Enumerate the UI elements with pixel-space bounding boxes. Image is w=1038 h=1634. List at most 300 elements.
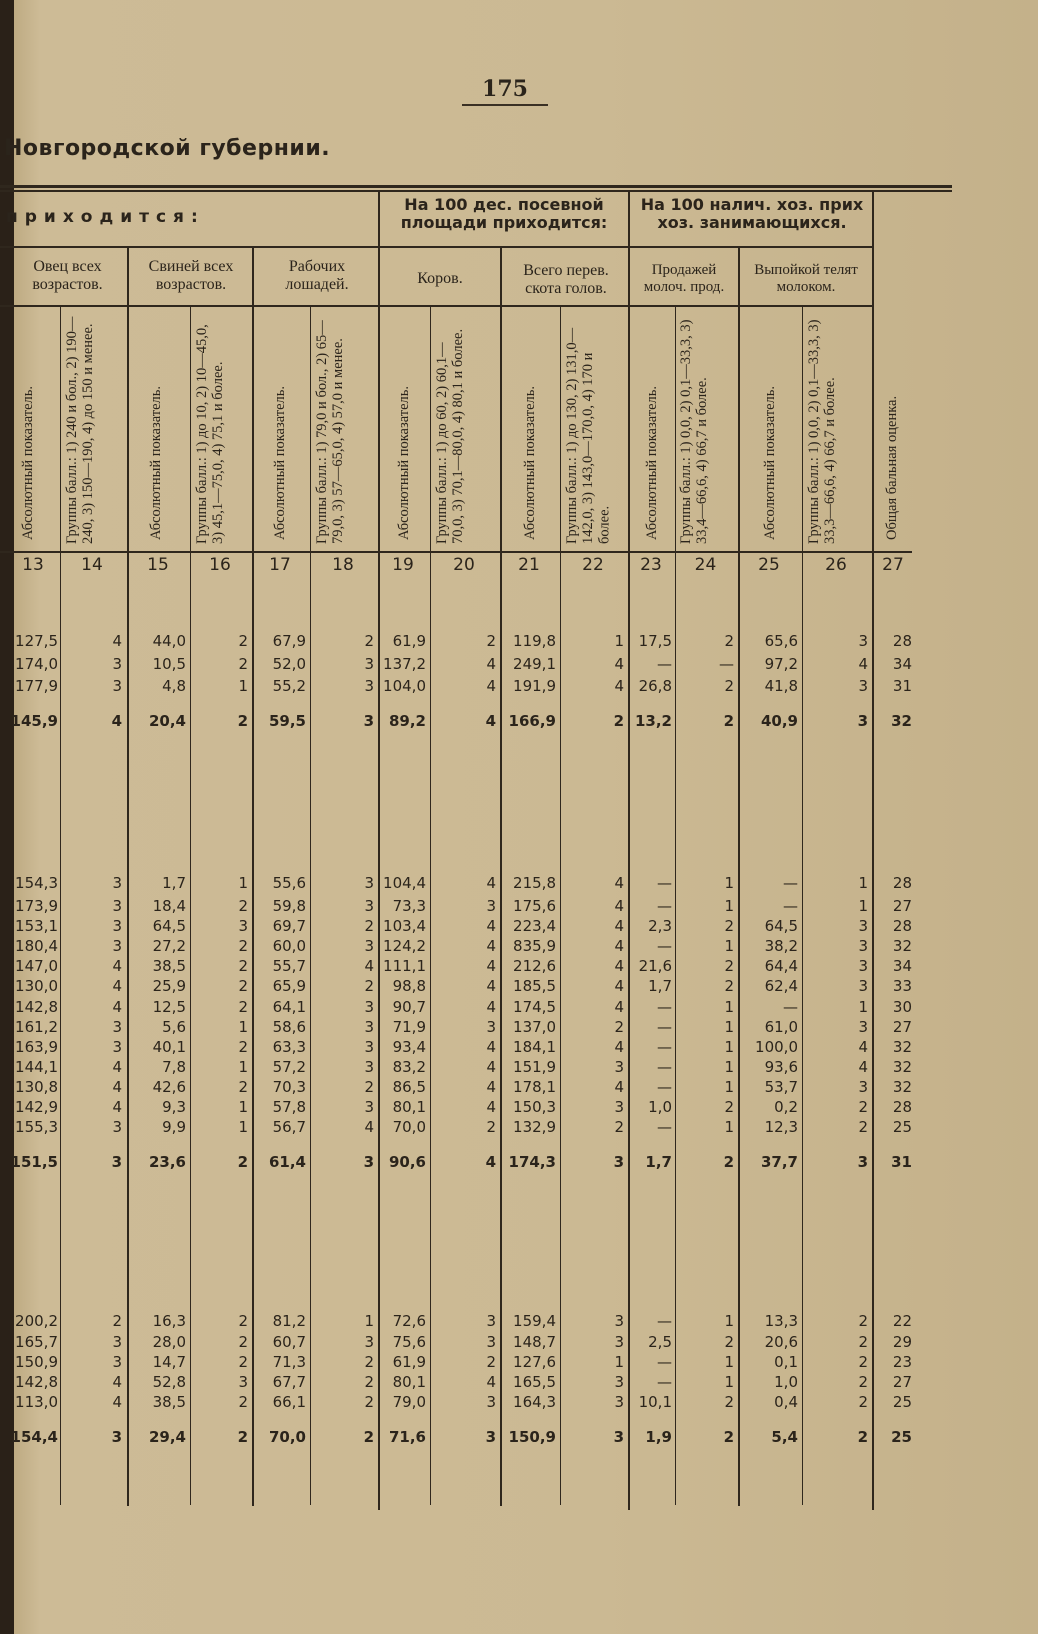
table-cell: 3 xyxy=(364,897,374,915)
table-cell: 0,4 xyxy=(774,1393,798,1411)
table-cell: 38,5 xyxy=(152,957,186,975)
table-cell: 103,4 xyxy=(383,917,426,935)
table-cell: 3 xyxy=(614,1333,624,1351)
table-cell: 18,4 xyxy=(152,897,186,915)
table-cell: 90,7 xyxy=(392,998,426,1016)
table-cell: 3 xyxy=(111,1153,122,1171)
table-cell: 37,7 xyxy=(760,1153,798,1171)
table-cell: 4 xyxy=(858,1058,868,1076)
table-cell: 2 xyxy=(238,977,248,995)
table-cell: 1,9 xyxy=(645,1428,672,1446)
table-cell: 2 xyxy=(858,1353,868,1371)
table-cell: 1 xyxy=(724,1018,734,1036)
table-cell: 4 xyxy=(614,655,624,673)
table-cell: 32 xyxy=(891,712,912,730)
table-cell: — xyxy=(657,998,672,1016)
table-cell: 1 xyxy=(858,998,868,1016)
table-cell: 4 xyxy=(486,977,496,995)
header-rule-3 xyxy=(0,551,912,553)
table-cell: 27,2 xyxy=(152,937,186,955)
table-cell: 132,9 xyxy=(513,1118,556,1136)
table-cell: 32 xyxy=(892,1038,912,1056)
table-cell: 2 xyxy=(238,1353,248,1371)
table-cell: 1,0 xyxy=(648,1098,672,1116)
subheader-groups-18: Группы балл.: 1) 79,0 и бол., 2) 65—79,0, 3) 57—65,0, 4) 57,0 и менее. xyxy=(314,320,347,544)
subheader-groups-20: Группы балл.: 1) до 60, 2) 60,1—70,0, 3) 70,1—80,0, 4) 80,1 и более. xyxy=(434,328,467,544)
table-cell: 71,3 xyxy=(272,1353,306,1371)
table-cell: 1 xyxy=(858,874,868,892)
table-cell: 20,4 xyxy=(148,712,186,730)
subheader-abs-19: Абсолютный показатель. xyxy=(396,385,412,540)
table-cell: 5,4 xyxy=(771,1428,798,1446)
table-cell: 30 xyxy=(892,998,912,1016)
table-cell: 3 xyxy=(486,1312,496,1330)
header-livestock: Всего перев. скота голов. xyxy=(523,262,609,298)
table-cell: 38,2 xyxy=(764,937,798,955)
table-cell: 3 xyxy=(238,917,248,935)
table-cell: 3 xyxy=(858,977,868,995)
table-cell: 142,8 xyxy=(15,998,58,1016)
table-cell: 2 xyxy=(724,1393,734,1411)
table-cell: 150,3 xyxy=(513,1098,556,1116)
table-cell: 2 xyxy=(858,1333,868,1351)
table-cell: 175,6 xyxy=(513,897,556,915)
table-cell: 4 xyxy=(112,1393,122,1411)
table-cell: 2 xyxy=(237,1153,248,1171)
table-cell: 22 xyxy=(892,1312,912,1330)
table-cell: — xyxy=(783,998,798,1016)
table-cell: 3 xyxy=(363,1153,374,1171)
table-cell: 65,9 xyxy=(272,977,306,995)
header-horses: Рабочих лошадей. xyxy=(285,258,349,294)
table-cell: 3 xyxy=(858,937,868,955)
table-cell: 61,0 xyxy=(764,1018,798,1036)
table-cell: 3 xyxy=(112,1118,122,1136)
table-cell: 3 xyxy=(858,632,868,650)
table-cell: 1 xyxy=(238,874,248,892)
table-cell: 3 xyxy=(364,1333,374,1351)
table-cell: 70,0 xyxy=(268,1428,306,1446)
table-cell: 3 xyxy=(112,655,122,673)
table-cell: 93,6 xyxy=(764,1058,798,1076)
table-cell: 150,9 xyxy=(508,1428,556,1446)
table-cell: 3 xyxy=(858,957,868,975)
table-cell: 4 xyxy=(614,917,624,935)
table-cell: 3 xyxy=(364,1038,374,1056)
table-cell: 9,9 xyxy=(162,1118,186,1136)
table-cell: 1 xyxy=(238,1018,248,1036)
subheader-total-27: Общая бальная оценка. xyxy=(884,395,900,540)
table-cell: 62,4 xyxy=(764,977,798,995)
table-cell: 3 xyxy=(614,1393,624,1411)
table-cell: 148,7 xyxy=(513,1333,556,1351)
table-cell: 69,7 xyxy=(272,917,306,935)
table-cell: 4 xyxy=(486,1078,496,1096)
table-cell: 1,7 xyxy=(645,1153,672,1171)
table-cell: 2 xyxy=(724,957,734,975)
table-cell: 4 xyxy=(111,712,122,730)
column-divider xyxy=(127,246,129,1506)
header-rule-2 xyxy=(0,305,872,307)
table-cell: 1 xyxy=(238,1118,248,1136)
table-cell: 2 xyxy=(724,1333,734,1351)
table-cell: 59,8 xyxy=(272,897,306,915)
table-cell: 44,0 xyxy=(152,632,186,650)
column-number-13: 13 xyxy=(22,555,44,575)
table-cell: 60,0 xyxy=(272,937,306,955)
table-cell: 2 xyxy=(486,1118,496,1136)
table-cell: 83,2 xyxy=(392,1058,426,1076)
table-cell: 98,8 xyxy=(392,977,426,995)
table-cell: — xyxy=(657,655,672,673)
table-cell: 3 xyxy=(364,937,374,955)
table-cell: 2 xyxy=(364,632,374,650)
column-number-23: 23 xyxy=(640,555,662,575)
table-cell: 52,0 xyxy=(272,655,306,673)
table-cell: 1 xyxy=(614,632,624,650)
table-cell: 56,7 xyxy=(272,1118,306,1136)
header-pigs: Свиней всех возрастов. xyxy=(148,258,234,294)
subheader-abs-13: Абсолютный показатель. xyxy=(20,385,36,540)
table-cell: 142,9 xyxy=(15,1098,58,1116)
table-cell: 2 xyxy=(613,712,624,730)
table-cell: 174,3 xyxy=(508,1153,556,1171)
table-cell: 4 xyxy=(614,897,624,915)
table-cell: 3 xyxy=(485,1428,496,1446)
table-cell: 4 xyxy=(486,677,496,695)
table-cell: — xyxy=(657,1312,672,1330)
table-cell: 2 xyxy=(724,1098,734,1116)
table-cell: 178,1 xyxy=(513,1078,556,1096)
table-cell: 2 xyxy=(858,1373,868,1391)
table-cell: 3 xyxy=(858,1018,868,1036)
table-cell: 1,0 xyxy=(774,1373,798,1391)
page-title: Новгородской губернии. xyxy=(4,136,331,161)
table-cell: 79,0 xyxy=(392,1393,426,1411)
table-cell: 1 xyxy=(724,1373,734,1391)
table-cell: 154,4 xyxy=(10,1428,58,1446)
table-cell: 34 xyxy=(892,655,912,673)
table-cell: 41,8 xyxy=(764,677,798,695)
table-cell: 4 xyxy=(486,998,496,1016)
table-cell: 3 xyxy=(614,1312,624,1330)
table-cell: 2 xyxy=(364,977,374,995)
table-cell: 2 xyxy=(858,1312,868,1330)
table-cell: 4 xyxy=(614,998,624,1016)
table-cell: 2 xyxy=(858,1118,868,1136)
page-number-rule xyxy=(462,104,548,106)
table-cell: 64,5 xyxy=(764,917,798,935)
table-cell: 3 xyxy=(364,1058,374,1076)
table-top-rule-2 xyxy=(0,190,952,192)
table-cell: 42,6 xyxy=(152,1078,186,1096)
table-cell: 4 xyxy=(614,957,624,975)
column-number-18: 18 xyxy=(332,555,354,575)
table-cell: 2 xyxy=(238,1333,248,1351)
table-cell: 2 xyxy=(724,977,734,995)
table-cell: 3 xyxy=(363,712,374,730)
table-cell: 61,9 xyxy=(392,1353,426,1371)
table-cell: 4 xyxy=(486,1373,496,1391)
table-cell: 4 xyxy=(364,1118,374,1136)
table-cell: 4 xyxy=(112,977,122,995)
table-cell: 3 xyxy=(857,1153,868,1171)
table-top-rule xyxy=(0,185,952,188)
table-cell: 4 xyxy=(614,1078,624,1096)
table-cell: 72,6 xyxy=(392,1312,426,1330)
table-cell: 1 xyxy=(238,1058,248,1076)
table-cell: 4 xyxy=(486,1098,496,1116)
subcolumn-divider xyxy=(560,305,561,1505)
table-cell: 164,3 xyxy=(513,1393,556,1411)
table-cell: — xyxy=(657,874,672,892)
table-cell: 80,1 xyxy=(392,1098,426,1116)
table-cell: 185,5 xyxy=(513,977,556,995)
column-number-19: 19 xyxy=(392,555,414,575)
table-cell: 2 xyxy=(364,1078,374,1096)
table-cell: 161,2 xyxy=(15,1018,58,1036)
table-cell: 1 xyxy=(724,1118,734,1136)
table-cell: 173,9 xyxy=(15,897,58,915)
table-cell: 223,4 xyxy=(513,917,556,935)
table-cell: 25 xyxy=(892,1118,912,1136)
table-cell: — xyxy=(657,1058,672,1076)
table-cell: 13,2 xyxy=(634,712,672,730)
table-cell: 4 xyxy=(485,712,496,730)
header-cows: Коров. xyxy=(417,270,463,287)
table-cell: 165,5 xyxy=(513,1373,556,1391)
header-group-c: На 100 налич. хоз. прих хоз. занимающихся. xyxy=(640,195,864,233)
table-cell: 2 xyxy=(237,1428,248,1446)
table-cell: 2 xyxy=(723,1428,734,1446)
table-cell: 3 xyxy=(111,1428,122,1446)
table-cell: 3 xyxy=(486,1018,496,1036)
table-cell: 21,6 xyxy=(638,957,672,975)
table-cell: 32 xyxy=(892,1078,912,1096)
table-cell: 104,0 xyxy=(383,677,426,695)
table-cell: 10,5 xyxy=(152,655,186,673)
table-cell: 3 xyxy=(614,1098,624,1116)
table-cell: 57,2 xyxy=(272,1058,306,1076)
table-cell: 16,3 xyxy=(152,1312,186,1330)
column-number-22: 22 xyxy=(582,555,604,575)
table-cell: 31 xyxy=(892,677,912,695)
table-cell: 23 xyxy=(892,1353,912,1371)
table-cell: 55,7 xyxy=(272,957,306,975)
table-cell: 3 xyxy=(364,677,374,695)
table-cell: 2 xyxy=(238,937,248,955)
table-cell: 3 xyxy=(486,897,496,915)
table-cell: 9,3 xyxy=(162,1098,186,1116)
table-cell: 111,1 xyxy=(383,957,426,975)
table-cell: 2 xyxy=(238,897,248,915)
table-cell: 180,4 xyxy=(15,937,58,955)
table-cell: 127,5 xyxy=(15,632,58,650)
subheader-abs-17: Абсолютный показатель. xyxy=(272,385,288,540)
table-cell: 2 xyxy=(723,1153,734,1171)
table-cell: 249,1 xyxy=(513,655,556,673)
table-cell: 2 xyxy=(723,712,734,730)
table-cell: 145,9 xyxy=(10,712,58,730)
table-cell: 4 xyxy=(112,1078,122,1096)
table-cell: 64,1 xyxy=(272,998,306,1016)
subheader-groups-16: Группы балл.: 1) до 10, 2) 10—45,0, 3) 45,1—75,0, 4) 75,1 и более. xyxy=(194,324,227,544)
subcolumn-divider xyxy=(310,305,311,1505)
table-cell: 32 xyxy=(892,1058,912,1076)
table-cell: 3 xyxy=(364,1018,374,1036)
subheader-groups-22: Группы балл.: 1) до 130, 2) 131,0—142,0, 3) 143,0—170,0, 4) 170 и более. xyxy=(564,327,613,544)
table-cell: 25,9 xyxy=(152,977,186,995)
table-cell: — xyxy=(657,1038,672,1056)
table-cell: 153,1 xyxy=(15,917,58,935)
table-cell: 1 xyxy=(858,897,868,915)
header-milk-sales: Продажей молоч. прод. xyxy=(643,262,725,296)
table-cell: 212,6 xyxy=(513,957,556,975)
column-number-14: 14 xyxy=(81,555,103,575)
table-cell: — xyxy=(657,897,672,915)
table-cell: 38,5 xyxy=(152,1393,186,1411)
table-cell: 3 xyxy=(364,998,374,1016)
table-cell: 67,7 xyxy=(272,1373,306,1391)
table-cell: 3 xyxy=(112,1333,122,1351)
table-cell: 119,8 xyxy=(513,632,556,650)
header-rule-1 xyxy=(0,246,872,248)
table-cell: 3 xyxy=(112,677,122,695)
table-cell: 2 xyxy=(363,1428,374,1446)
table-cell: 97,2 xyxy=(764,655,798,673)
table-cell: 27 xyxy=(892,897,912,915)
table-cell: 1 xyxy=(724,1078,734,1096)
table-cell: 65,6 xyxy=(764,632,798,650)
subcolumn-divider xyxy=(430,305,431,1505)
table-cell: 2 xyxy=(364,1353,374,1371)
table-cell: 27 xyxy=(892,1373,912,1391)
table-cell: 2 xyxy=(724,677,734,695)
table-cell: 4 xyxy=(858,1038,868,1056)
table-cell: 3 xyxy=(857,712,868,730)
column-number-27: 27 xyxy=(882,555,904,575)
table-cell: 4,8 xyxy=(162,677,186,695)
table-cell: 10,1 xyxy=(638,1393,672,1411)
table-cell: 0,2 xyxy=(774,1098,798,1116)
table-cell: 2 xyxy=(486,632,496,650)
table-cell: 100,0 xyxy=(755,1038,798,1056)
header-group-a: приходится: xyxy=(6,207,205,227)
table-cell: 174,0 xyxy=(15,655,58,673)
table-cell: 124,2 xyxy=(383,937,426,955)
table-cell: 4 xyxy=(112,1373,122,1391)
table-cell: 61,9 xyxy=(392,632,426,650)
table-cell: 142,8 xyxy=(15,1373,58,1391)
table-cell: 2 xyxy=(614,1118,624,1136)
table-cell: 4 xyxy=(364,957,374,975)
table-cell: 154,3 xyxy=(15,874,58,892)
table-cell: 90,6 xyxy=(388,1153,426,1171)
table-cell: 4 xyxy=(486,655,496,673)
table-cell: 71,9 xyxy=(392,1018,426,1036)
table-cell: 155,3 xyxy=(15,1118,58,1136)
subcolumn-divider xyxy=(675,305,676,1505)
table-cell: 4 xyxy=(614,874,624,892)
page-number: 175 xyxy=(482,76,528,102)
subcolumn-divider xyxy=(60,305,61,1505)
table-cell: 4 xyxy=(614,1038,624,1056)
table-cell: 60,7 xyxy=(272,1333,306,1351)
table-cell: 75,6 xyxy=(392,1333,426,1351)
table-cell: 14,7 xyxy=(152,1353,186,1371)
table-cell: 4 xyxy=(112,1058,122,1076)
table-cell: 2 xyxy=(857,1428,868,1446)
table-cell: 2 xyxy=(486,1353,496,1371)
table-cell: 58,6 xyxy=(272,1018,306,1036)
table-cell: 104,4 xyxy=(383,874,426,892)
table-cell: 64,4 xyxy=(764,957,798,975)
table-cell: 1,7 xyxy=(648,977,672,995)
table-cell: 4 xyxy=(486,1058,496,1076)
column-number-16: 16 xyxy=(209,555,231,575)
table-cell: 70,3 xyxy=(272,1078,306,1096)
table-cell: 29 xyxy=(892,1333,912,1351)
table-cell: 4 xyxy=(486,1038,496,1056)
table-cell: 2 xyxy=(238,1393,248,1411)
table-cell: 4 xyxy=(614,977,624,995)
table-cell: 1 xyxy=(238,677,248,695)
table-cell: 215,8 xyxy=(513,874,556,892)
table-cell: 29,4 xyxy=(148,1428,186,1446)
table-cell: 40,1 xyxy=(152,1038,186,1056)
table-cell: 1 xyxy=(724,897,734,915)
table-cell: 159,4 xyxy=(513,1312,556,1330)
table-cell: 3 xyxy=(858,917,868,935)
table-cell: 1 xyxy=(364,1312,374,1330)
table-cell: — xyxy=(657,1018,672,1036)
table-cell: 1 xyxy=(724,1312,734,1330)
subheader-abs-25: Абсолютный показатель. xyxy=(762,385,778,540)
table-cell: 1 xyxy=(724,1058,734,1076)
table-cell: 81,2 xyxy=(272,1312,306,1330)
header-sheep: Овец всех возрастов. xyxy=(32,258,103,294)
table-cell: 33 xyxy=(892,977,912,995)
table-cell: 2 xyxy=(237,712,248,730)
table-cell: 3 xyxy=(613,1428,624,1446)
table-cell: 71,6 xyxy=(388,1428,426,1446)
column-number-26: 26 xyxy=(825,555,847,575)
table-cell: 55,6 xyxy=(272,874,306,892)
table-cell: 2 xyxy=(238,655,248,673)
table-cell: 113,0 xyxy=(15,1393,58,1411)
subheader-abs-15: Абсолютный показатель. xyxy=(148,385,164,540)
table-cell: 53,7 xyxy=(764,1078,798,1096)
table-cell: 151,5 xyxy=(10,1153,58,1171)
table-cell: — xyxy=(657,1373,672,1391)
table-cell: 4 xyxy=(614,677,624,695)
subheader-abs-21: Абсолютный показатель. xyxy=(522,385,538,540)
table-cell: 1 xyxy=(724,874,734,892)
table-cell: 3 xyxy=(112,897,122,915)
table-cell: 3 xyxy=(364,1098,374,1116)
table-cell: 57,8 xyxy=(272,1098,306,1116)
table-cell: 163,9 xyxy=(15,1038,58,1056)
table-cell: 64,5 xyxy=(152,917,186,935)
table-cell: 31 xyxy=(891,1153,912,1171)
table-cell: 1 xyxy=(724,1353,734,1371)
table-cell: 191,9 xyxy=(513,677,556,695)
column-number-20: 20 xyxy=(453,555,475,575)
table-cell: 3 xyxy=(112,917,122,935)
table-cell: 52,8 xyxy=(152,1373,186,1391)
table-cell: — xyxy=(783,897,798,915)
table-cell: 177,9 xyxy=(15,677,58,695)
